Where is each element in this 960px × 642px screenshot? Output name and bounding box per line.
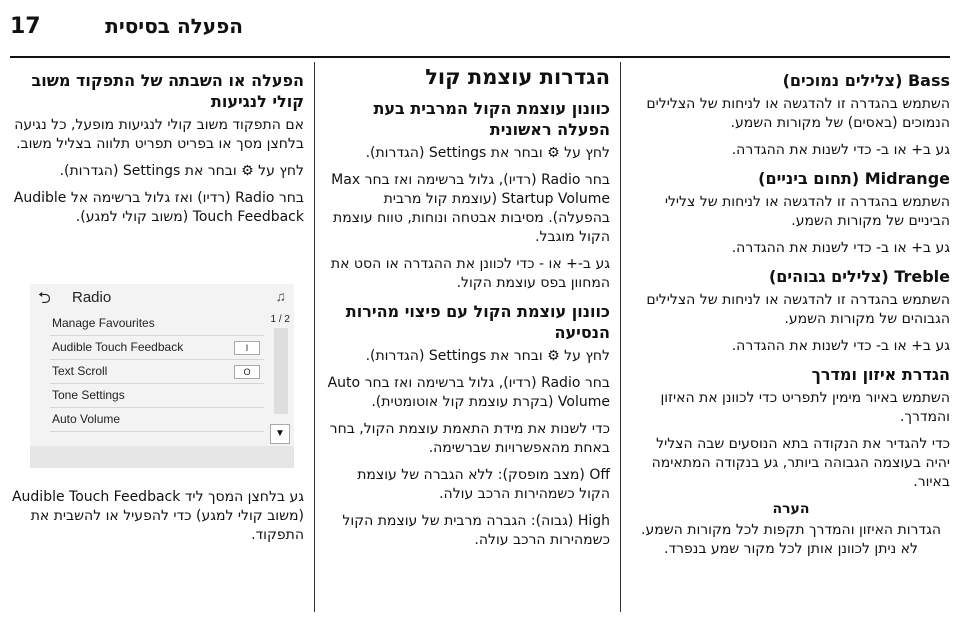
radio-settings-screenshot bbox=[30, 284, 294, 468]
toggle-switch[interactable]: I bbox=[234, 341, 260, 355]
para-startup-1: לחץ על ⚙ ובחר את Settings (הגדרות). bbox=[365, 145, 610, 161]
para-touch-2: לחץ על ⚙ ובחר את Settings (הגדרות). bbox=[59, 163, 304, 179]
heading-bass: Bass (צלילים נמוכים) bbox=[782, 71, 950, 90]
para-fade-balance: השתמש באיור מימין לתפריט כדי לכוונן את האיזון והמדרך. bbox=[660, 390, 950, 425]
para-speed-1: לחץ על ⚙ ובחר את Settings (הגדרות). bbox=[365, 348, 610, 364]
list-item[interactable]: Tone Settings bbox=[50, 384, 264, 408]
para-speed-high: High (גבוה): הגברה מרבית של עוצמת הקול כשמהירות הרכב עולה. bbox=[342, 513, 610, 548]
heading-speed-volume: כוונון עוצמת הקול עם פיצוי מהירות הנסיעה bbox=[345, 302, 610, 342]
heading-midrange: Midrange (תחום ביניים) bbox=[758, 169, 950, 188]
note-title: הערה bbox=[772, 501, 810, 517]
page-header bbox=[0, 0, 960, 60]
scroll-down-button[interactable]: ▼ bbox=[270, 424, 290, 444]
column-separator-1 bbox=[314, 62, 315, 612]
note-text: הגדרות האיזון והמדרך תקפות לכל מקורות השמע. לא ניתן לכוונן אותן לכל מקור שמע בנפרד. bbox=[641, 522, 941, 557]
para-touch-1: אם התפקוד משוב קולי לנגיעות מופעל, כל נגיעה בלחצן מסך או בפריט תפריט תלווה בצליל משוב. bbox=[14, 117, 304, 152]
para-touch-3: בחר Radio (רדיו) ואז גלול ברשימה אל Audible Touch Feedback (משוב קולי למגע). bbox=[13, 190, 304, 225]
settings-list bbox=[50, 312, 264, 432]
list-item[interactable]: Text Scroll O bbox=[50, 360, 264, 384]
para-bass-adjust: גע ב+ או ב- כדי לשנות את ההגדרה. bbox=[731, 142, 950, 158]
para-touch-4: גע בלחצן המסך ליד Audible Touch Feedback (משוב קולי למגע) כדי להפעיל או להשבית את התפקוד. bbox=[11, 489, 304, 543]
screen-title: Radio bbox=[72, 289, 112, 306]
list-item[interactable]: Audible Touch Feedback I bbox=[50, 336, 264, 360]
page-number: 17 bbox=[10, 14, 41, 39]
header-rule bbox=[10, 56, 950, 58]
para-bass: השתמש בהגדרה זו להדגשה או לניחות של הצלילים הנמוכים (באסים) של מקורות השמע. bbox=[646, 96, 950, 131]
para-startup-2: בחר Radio (רדיו), גלול ברשימה ואז בחר Max Startup Volume (עוצמת קול מרבית בהפעלה). מסיבות אבטחה ונוחות, טווח עוצמת הקול מוגבל. bbox=[331, 172, 610, 245]
column-tone bbox=[632, 64, 950, 567]
page-title: הפעלה בסיסית bbox=[105, 14, 243, 38]
toggle-switch-2[interactable]: O bbox=[234, 365, 260, 379]
list-item[interactable]: Auto Volume bbox=[50, 408, 264, 432]
para-startup-3: גע ב-+ או - כדי לכוונן את ההגדרה או הסט את המחוון בפס עוצמת הקול. bbox=[330, 256, 610, 291]
heading-fade-balance: הגדרת איזון ומדרך bbox=[811, 365, 950, 384]
column-touch-feedback bbox=[10, 64, 304, 235]
heading-max-startup: כוונון עוצמת הקול המרבית בעת הפעלה ראשונית bbox=[373, 99, 610, 139]
back-arrow-icon[interactable]: ⮌ bbox=[38, 290, 51, 307]
heading-touch-feedback: הפעלה או השבתה של התפקוד משוב קולי לנגיעות bbox=[31, 71, 304, 111]
heading-treble: Treble (צלילים גבוהים) bbox=[768, 267, 950, 286]
para-speed-3: כדי לשנות את מידת התאמת עוצמת הקול, בחר באחת מהאפשרויות שברשימה. bbox=[329, 421, 610, 456]
column-touch-feedback-bottom bbox=[10, 488, 304, 553]
screen-title-bar bbox=[30, 284, 294, 310]
para-treble: השתמש בהגדרה זו להדגשה או לניחות של הצלילים הגבוהים של מקורות השמע. bbox=[646, 292, 950, 327]
screen-bottom-bar bbox=[30, 446, 294, 468]
para-speed-2: בחר Radio (רדיו), גלול ברשימה ואז בחר Auto Volume (בקרת עוצמת קול אוטומטית). bbox=[327, 375, 610, 410]
para-fade-balance-point: כדי להגדיר את הנקודה בתא הנוסעים שבה הצליל יהיה בעוצמה הגבוהה ביותר, גע בנקודה המתאימה באיור. bbox=[651, 436, 950, 490]
column-separator-2 bbox=[620, 62, 621, 612]
column-volume bbox=[326, 64, 610, 558]
para-speed-off: Off (מצב מופסק): ללא הגברה של עוצמת הקול כשמהירות הרכב עולה. bbox=[357, 467, 610, 502]
page-indicator: 1 / 2 bbox=[270, 314, 290, 325]
scrollbar[interactable] bbox=[274, 328, 288, 414]
list-item[interactable]: Manage Favourites bbox=[50, 312, 264, 336]
para-midrange-adjust: גע ב+ או ב- כדי לשנות את ההגדרה. bbox=[731, 240, 950, 256]
para-midrange: השתמש בהגדרה זו להדגשה או לניחות של צלילי הביניים של מקורות השמע. bbox=[664, 194, 950, 229]
note-box bbox=[632, 500, 950, 559]
heading-volume-settings: הגדרות עוצמת קול bbox=[425, 65, 610, 89]
para-treble-adjust: גע ב+ או ב- כדי לשנות את ההגדרה. bbox=[731, 338, 950, 354]
music-note-icon: ♫ bbox=[275, 288, 286, 304]
